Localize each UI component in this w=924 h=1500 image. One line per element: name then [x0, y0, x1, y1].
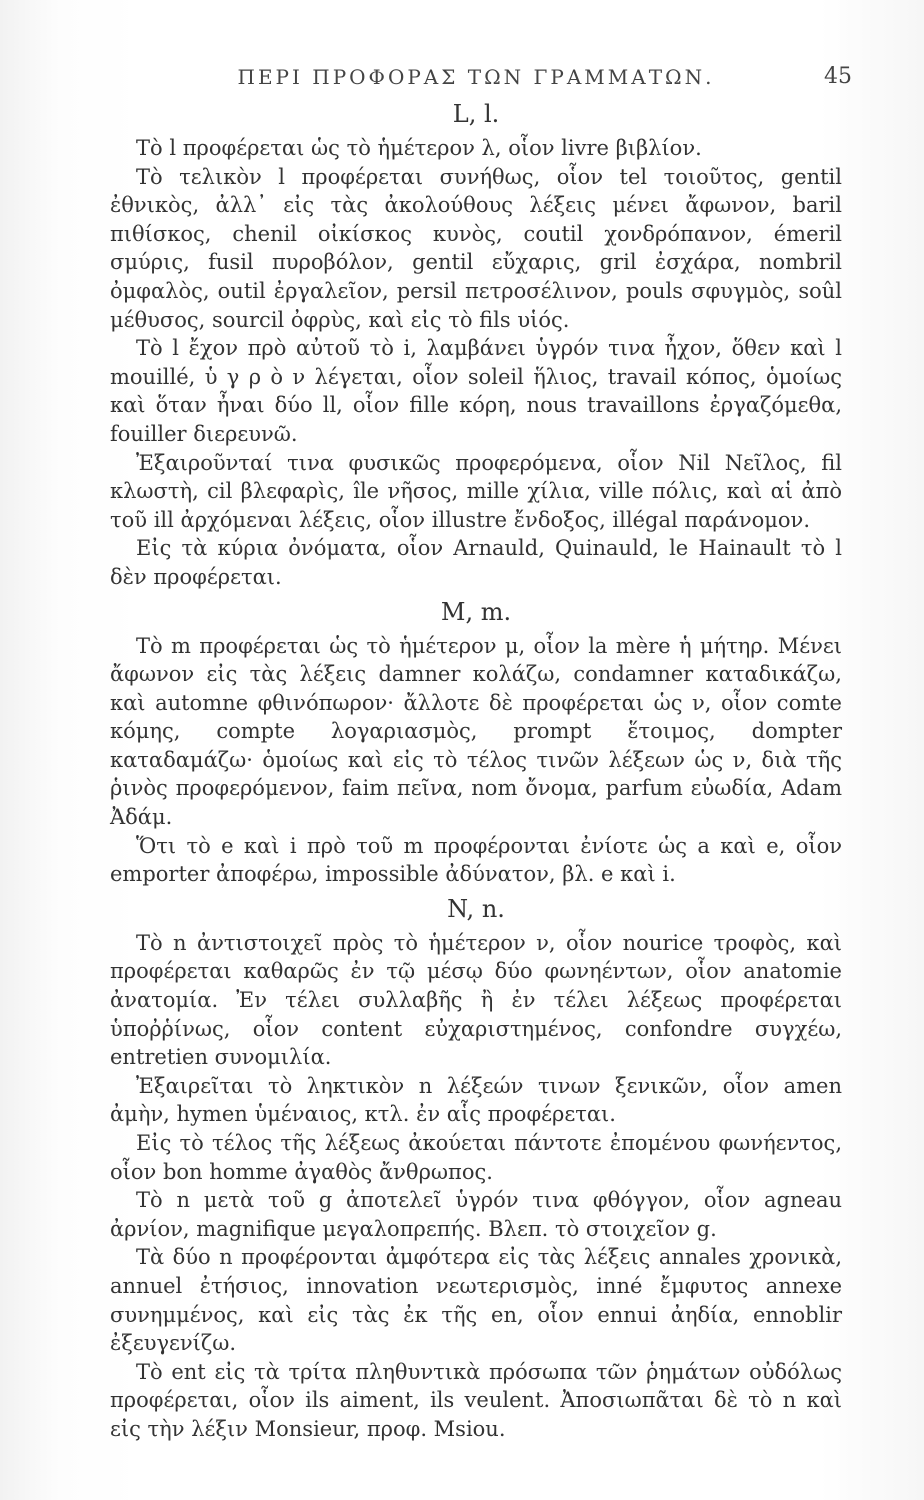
paragraph: Τὸ n μετὰ τοῦ g ἀποτελεῖ ὑγρόν τινα φθόγγον, οἷον agneau ἀρνίον, magnifique μεγαλοπρεπής. Βλεπ. τὸ στοιχεῖον g.: [110, 1188, 842, 1241]
paragraph: Ἐξαιρεῖται τὸ ληκτικὸν n λέξεών τινων ξενικῶν, οἷον amen ἀμὴν, hymen ὑμέναιος, κτλ. ἐν αἷς προφέρεται.: [110, 1073, 842, 1127]
paragraph: Τὸ m προφέρεται ὡς τὸ ἡμέτερον μ, οἷον la mère ἡ μήτηρ. Μένει ἄφωνον εἰς τὰς λέξεις damner κολάζω, condamner καταδικάζω, καὶ automne φθινόπωρον· ἄλλοτε δὲ προφέρεται ὡς ν, οἷον comte κόμης, compte λογαριασμὸς, prompt ἕτοιμος, dompter καταδαμάζω· ὁμοίως καὶ εἰς τὸ τέλος τινῶν λέξεων ὡς ν, διὰ τῆς ῥινὸς προφερόμενον, faim πεῖνα, nom ὄνομα, parfum εὐωδία, Adam Ἀδάμ.: [110, 633, 842, 830]
section-title: L, l.: [452, 100, 500, 128]
section-l: [110, 100, 842, 592]
section-m: [110, 598, 842, 889]
running-head-title: ΠΕΡΙ ΠΡΟΦΟΡΑΣ ΤΩΝ ΓΡΑΜΜΑΤΩΝ.: [237, 65, 715, 89]
paragraph: Τὰ δύο n προφέρονται ἀμφότερα εἰς τὰς λέξεις annales χρονικὰ, annuel ἐτήσιος, innovation νεωτερισμὸς, inné ἔμφυτος annexe συνημμένος, καὶ εἰς τὰς ἐκ τῆς en, οἷον ennui ἀηδία, ennoblir ἐξευγενίζω.: [110, 1245, 842, 1356]
paragraph: Ὅτι τὸ e καὶ i πρὸ τοῦ m προφέρονται ἐνίοτε ὡς a καὶ e, οἷον emporter ἀποφέρω, impossible ἀδύνατον, βλ. e καὶ i.: [110, 833, 842, 887]
running-head: [110, 60, 852, 94]
page-number: 45: [824, 64, 852, 89]
paragraph: Τὸ l ἔχον πρὸ αὐτοῦ τὸ i, λαμβάνει ὑγρόν τινα ἦχον, ὅθεν καὶ l mouillé, ὑ γ ρ ὸ ν λέγεται, οἷον soleil ἥλιος, travail κόπος, ὁμοίως καὶ ὅταν ἦναι δύο ll, οἷον fille κόρη, nous travaillons ἐργαζόμεθα, fouiller διερευνῶ.: [110, 336, 842, 446]
paragraph: Εἰς τὰ κύρια ὀνόματα, οἷον Arnauld, Quinauld, le Hainault τὸ l δὲν προφέρεται.: [110, 536, 842, 589]
section-title: N, n.: [447, 894, 505, 923]
paragraph: Εἰς τὸ τέλος τῆς λέξεως ἀκούεται πάντοτε ἐπομένου φωνήεντος, οἷον bon homme ἀγαθὸς ἄνθρωπος.: [110, 1131, 842, 1184]
section-n: [110, 895, 842, 1444]
paragraph: Τὸ ent εἰς τὰ τρίτα πληθυντικὰ πρόσωπα τῶν ῥημάτων οὐδόλως προφέρεται, οἷον ils aiment, ils veulent. Ἀποσιωπᾶται δὲ τὸ n καὶ εἰς τὴν λέξιν Monsieur, προφ. Msiou.: [110, 1359, 842, 1441]
paragraph: Ἐξαιροῦνταί τινα φυσικῶς προφερόμενα, οἷον Nil Νεῖλος, fil κλωστὴ, cil βλεφαρὶς, île νῆσος, mille χίλια, ville πόλις, καὶ αἱ ἀπὸ τοῦ ill ἀρχόμεναι λέξεις, οἷον illustre ἔνδοξος, illégal παράνομον.: [110, 450, 842, 532]
paragraph: Τὸ n ἀντιστοιχεῖ πρὸς τὸ ἡμέτερον ν, οἷον nourice τροφὸς, καὶ προφέρεται καθαρῶς ἐν τῷ μέσῳ δύο φωνηέντων, οἷον anatomie ἀνατομία. Ἐν τέλει συλλαβῆς ἢ ἐν τέλει λέξεως προφέρεται ὑποῤῥίνως, οἷον content εὐχαριστημένος, confondre συγχέω, entretien συνομιλία.: [110, 930, 842, 1070]
paragraph: Τὸ l προφέρεται ὡς τὸ ἡμέτερον λ, οἷον livre βιβλίον.: [136, 136, 702, 160]
paragraph: Τὸ τελικὸν l προφέρεται συνήθως, οἷον tel τοιοῦτος, gentil ἐθνικὸς, ἀλλ᾽ εἰς τὰς ἀκολούθους λέξεις μένει ἄφωνον, baril πιθίσκος, chenil οἰκίσκος κυνὸς, coutil χονδρόπανον, émeril σμύρις, fusil πυροβόλον, gentil εὔχαρις, gril ἐσχάρα, nombril ὀμφαλὸς, outil ἐργαλεῖον, persil πετροσέλινον, pouls σφυγμὸς, soûl μέθυσος, sourcil ὀφρὺς, καὶ εἰς τὸ fils υἱός.: [110, 164, 842, 332]
section-title: M, m.: [440, 597, 512, 626]
